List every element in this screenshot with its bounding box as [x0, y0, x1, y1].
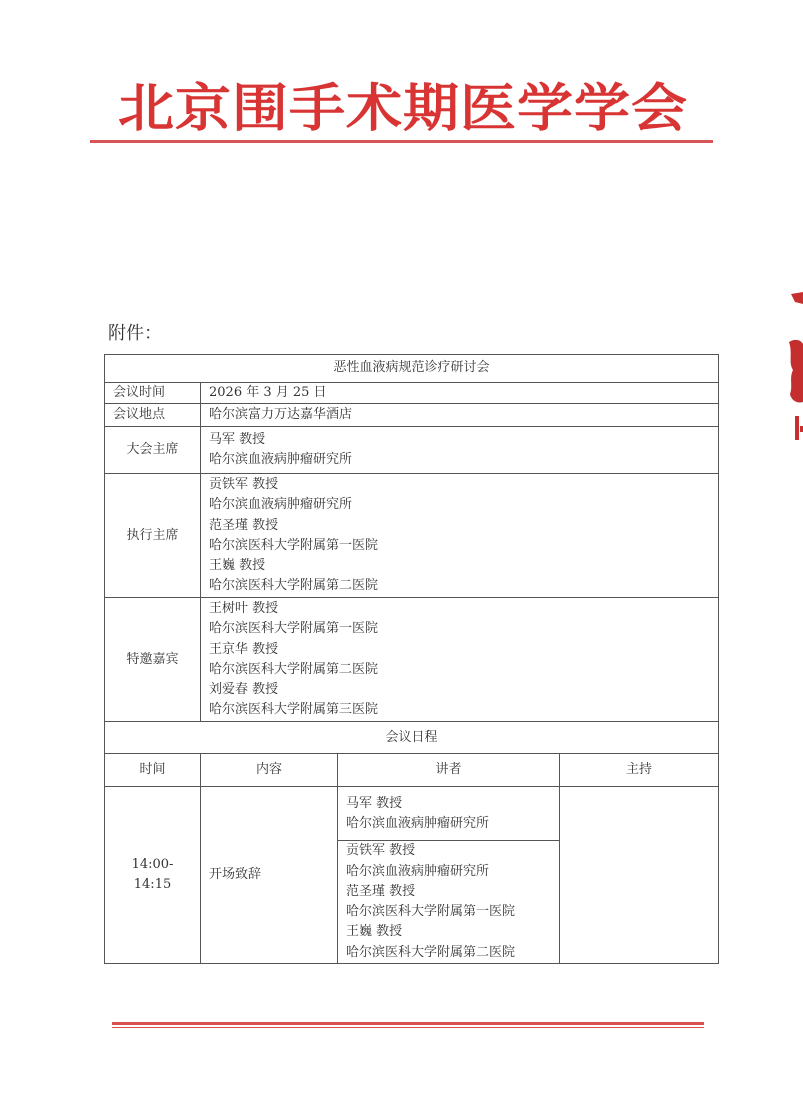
executive-line: 贡铁军 教授	[209, 476, 279, 492]
chairman-name: 马军 教授	[209, 432, 266, 447]
column-header-content: 内容	[201, 754, 338, 787]
table-row	[105, 787, 719, 841]
meeting-title: 恶性血液病规范诊疗研讨会	[105, 355, 719, 383]
column-header-host: 主持	[560, 754, 719, 787]
guest-line: 哈尔滨医科大学附属第一医院	[209, 621, 379, 637]
letterhead-rule	[90, 140, 713, 143]
agenda-time: 14:00-14:15	[105, 787, 201, 964]
guest-line: 王树叶 教授	[209, 600, 279, 616]
meeting-venue-value: 哈尔滨富力万达嘉华酒店	[201, 404, 719, 427]
agenda-header-row	[105, 754, 719, 787]
speaker-line: 王巍 教授	[346, 924, 403, 940]
org-letterhead-title: 北京围手术期医学学会	[118, 78, 688, 139]
meeting-venue-label: 会议地点	[105, 404, 201, 427]
agenda-speaker-block	[338, 787, 560, 841]
executive-chair-label: 执行主席	[105, 474, 201, 598]
chairman-affiliation: 哈尔滨血液病肿瘤研究所	[209, 452, 353, 468]
agenda-title-row	[105, 722, 719, 754]
speaker-line: 马军 教授	[346, 795, 403, 811]
executive-chair-value	[201, 474, 719, 598]
guest-line: 王京华 教授	[209, 641, 279, 657]
footer-rule	[112, 1022, 704, 1025]
speaker-line: 哈尔滨医科大学附属第一医院	[346, 904, 516, 920]
agenda-host	[560, 787, 719, 964]
red-seal-fragment-icon	[781, 290, 803, 460]
speaker-line: 贡铁军 教授	[346, 843, 416, 859]
guests-label: 特邀嘉宾	[105, 598, 201, 722]
executive-line: 哈尔滨医科大学附属第二医院	[209, 578, 379, 594]
agenda-speaker-block	[338, 841, 560, 964]
meeting-info-table	[104, 354, 719, 964]
speaker-line: 哈尔滨血液病肿瘤研究所	[346, 815, 490, 831]
meeting-time-label: 会议时间	[105, 383, 201, 404]
guests-value	[201, 598, 719, 722]
agenda-content: 开场致辞	[201, 787, 338, 964]
executive-line: 哈尔滨医科大学附属第一医院	[209, 537, 379, 553]
speaker-line: 哈尔滨医科大学附属第二医院	[346, 944, 516, 960]
executive-line: 王巍 教授	[209, 558, 266, 574]
table-row	[105, 404, 719, 427]
meeting-time-value: 2026 年 3 月 25 日	[201, 383, 719, 404]
table-title-row	[105, 355, 719, 383]
executive-line: 范圣瑾 教授	[209, 517, 279, 533]
attachment-label: 附件：	[108, 323, 162, 344]
column-header-speaker: 讲者	[338, 754, 560, 787]
guest-line: 哈尔滨医科大学附属第二医院	[209, 661, 379, 677]
executive-line: 哈尔滨血液病肿瘤研究所	[209, 497, 353, 513]
table-row	[105, 598, 719, 722]
table-row	[105, 474, 719, 598]
column-header-time: 时间	[105, 754, 201, 787]
speaker-line: 哈尔滨血液病肿瘤研究所	[346, 863, 490, 879]
table-row	[105, 383, 719, 404]
agenda-title: 会议日程	[105, 722, 719, 754]
chairman-value	[201, 427, 719, 474]
guest-line: 哈尔滨医科大学附属第三医院	[209, 702, 379, 718]
speaker-line: 范圣瑾 教授	[346, 883, 416, 899]
chairman-label: 大会主席	[105, 427, 201, 474]
footer-rule-thin	[112, 1027, 704, 1028]
table-row	[105, 427, 719, 474]
guest-line: 刘爱春 教授	[209, 682, 279, 698]
